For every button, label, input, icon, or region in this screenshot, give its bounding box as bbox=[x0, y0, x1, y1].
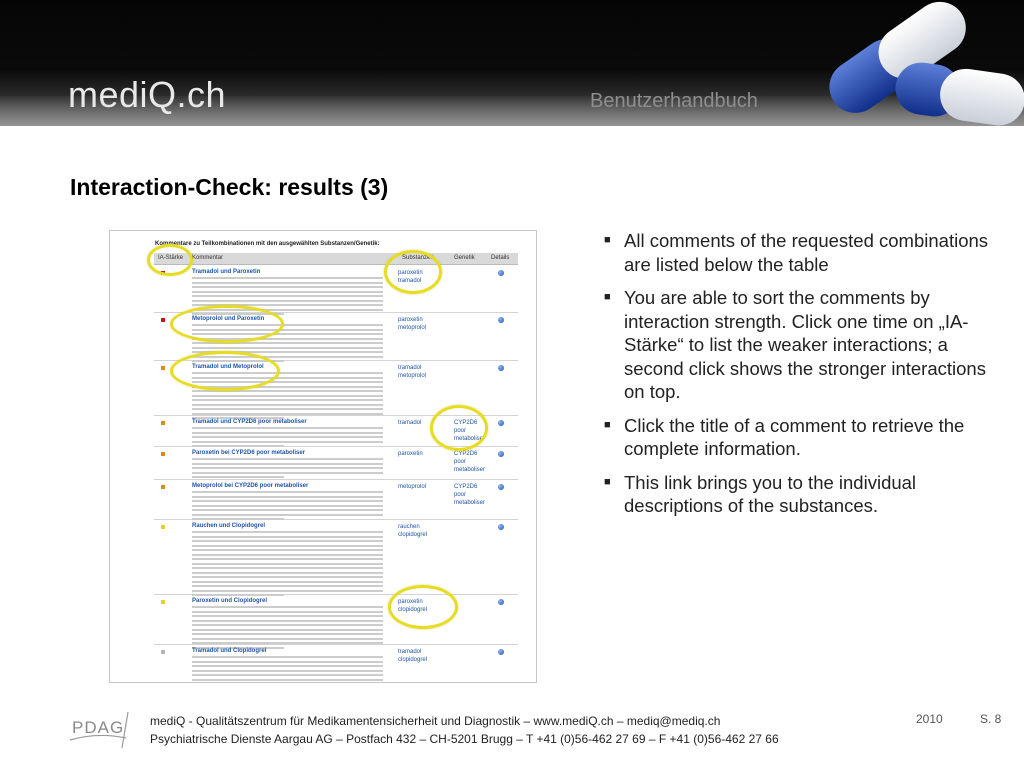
comment-title-link[interactable]: Metoprolol und Paroxetin bbox=[192, 316, 265, 322]
substance-link[interactable]: tramadol bbox=[398, 649, 422, 655]
pdag-logo bbox=[68, 710, 144, 750]
genetics-text: metaboliser bbox=[454, 500, 486, 506]
genetics-text: CYP2D6 bbox=[454, 451, 478, 457]
comment-title-link[interactable]: Tramadol und Paroxetin bbox=[192, 269, 261, 275]
bullet-marker: ■ bbox=[604, 475, 611, 488]
substance-link[interactable]: metoprolol bbox=[398, 373, 427, 379]
comment-text bbox=[192, 491, 397, 523]
result-row bbox=[154, 644, 518, 683]
substance-link[interactable]: metoprolol bbox=[398, 484, 427, 490]
page-number: S. 8 bbox=[980, 712, 1002, 726]
highlight-substances-2 bbox=[388, 585, 458, 629]
substance-link[interactable]: tramadol bbox=[398, 365, 422, 371]
details-icon[interactable] bbox=[498, 649, 504, 655]
genetics-text: metaboliser bbox=[454, 467, 486, 473]
comment-title-link[interactable]: Tramadol und Metoprolol bbox=[192, 364, 264, 370]
substance-link[interactable]: tramadol bbox=[398, 420, 422, 426]
severity-indicator bbox=[161, 525, 165, 529]
comment-text bbox=[192, 531, 397, 599]
comment-title-link[interactable]: Metoprolol bei CYP2D6 poor metaboliser bbox=[192, 483, 309, 489]
results-table-header bbox=[154, 253, 518, 265]
highlight-title-metoprolol bbox=[170, 305, 284, 343]
genetics-text: poor bbox=[454, 459, 467, 465]
substance-link[interactable]: rauchen bbox=[398, 524, 420, 530]
substance-link[interactable]: clopidogrel bbox=[398, 657, 428, 663]
substance-links bbox=[398, 483, 426, 491]
header-banner bbox=[0, 0, 1024, 126]
bullet-item: ■ This link brings you to the individual descriptions of the substances. bbox=[604, 471, 917, 516]
severity-indicator bbox=[161, 485, 165, 489]
details-icon[interactable] bbox=[498, 420, 504, 426]
bullet-item: ■ All comments of the requested combinations are listed below the table bbox=[604, 230, 989, 275]
capsules-icon bbox=[800, 0, 1024, 126]
mediq-logo: mediQ.ch bbox=[68, 74, 227, 115]
severity-indicator bbox=[161, 366, 165, 370]
result-row bbox=[154, 519, 518, 595]
comment-title-link[interactable]: Tramadol und CYP2D6 poor metaboliser bbox=[192, 419, 307, 425]
result-row bbox=[154, 594, 518, 645]
comment-title-link[interactable]: Rauchen und Clopidogrel bbox=[192, 523, 265, 529]
bullet-marker: ■ bbox=[604, 234, 611, 246]
footer-info bbox=[150, 712, 779, 748]
severity-indicator bbox=[161, 650, 165, 654]
severity-indicator bbox=[161, 318, 165, 322]
substance-link[interactable]: metoprolol bbox=[398, 325, 427, 331]
severity-indicator bbox=[161, 421, 165, 425]
details-icon[interactable] bbox=[498, 270, 504, 276]
genetics-text: CYP2D6 bbox=[454, 420, 478, 426]
results-screenshot bbox=[109, 230, 537, 683]
details-icon[interactable] bbox=[498, 365, 504, 371]
genetics-text: CYP2D6 bbox=[454, 484, 478, 490]
footer-year: 2010 bbox=[916, 712, 943, 726]
substance-links bbox=[398, 450, 423, 458]
genetics-link[interactable] bbox=[454, 450, 485, 474]
comment-column-header: Kommentar bbox=[192, 255, 224, 261]
substance-link[interactable]: paroxetin bbox=[398, 317, 423, 323]
substance-link[interactable]: paroxetin bbox=[398, 599, 423, 605]
bullet-list bbox=[603, 229, 1003, 528]
bullet-item: ■ Click the title of a comment to retrieve the complete information. bbox=[604, 414, 965, 459]
details-icon[interactable] bbox=[498, 317, 504, 323]
genetics-link[interactable] bbox=[454, 483, 485, 507]
details-icon[interactable] bbox=[498, 524, 504, 530]
substances-column-header: Substanzen bbox=[402, 255, 434, 261]
substance-links bbox=[398, 648, 427, 664]
substance-link[interactable]: paroxetin bbox=[398, 451, 423, 457]
substance-link[interactable]: tramadol bbox=[398, 278, 422, 284]
highlight-substances-1 bbox=[384, 250, 442, 294]
comment-title-link[interactable]: Tramadol und Clopidogrel bbox=[192, 648, 267, 654]
genetics-text: poor bbox=[454, 428, 467, 434]
genetics-text: metaboliser bbox=[454, 436, 486, 442]
header-subtitle: Benutzerhandbuch bbox=[590, 90, 758, 112]
slide-title: Interaction-Check: results (3) bbox=[70, 174, 389, 200]
comment-text bbox=[192, 458, 397, 481]
substance-links bbox=[398, 523, 427, 539]
details-column-header: Details bbox=[491, 255, 510, 261]
details-icon[interactable] bbox=[498, 451, 504, 457]
severity-indicator bbox=[161, 600, 165, 604]
genetics-column-header: Genetik bbox=[454, 255, 475, 261]
footer-line-1: mediQ - Qualitätszentrum für Medikamentensicherheit und Diagnostik – www.mediQ.ch – mediq@mediq.ch bbox=[150, 714, 721, 728]
comment-text bbox=[192, 656, 397, 683]
highlight-ia-staerke bbox=[147, 244, 193, 276]
footer-line-2: Psychiatrische Dienste Aargau AG – Postfach 432 – CH-5201 Brugg – T +41 (0)56-462 27 69 – F +41 (0)56-462 27 66 bbox=[150, 732, 779, 746]
comment-title-link[interactable]: Paroxetin bei CYP2D6 poor metaboliser bbox=[192, 450, 306, 456]
pdag-logo-text: PDAG bbox=[72, 718, 125, 737]
substance-links bbox=[398, 364, 426, 380]
results-caption: Kommentare zu Teilkombinationen mit den ausgewählten Substanzen/Genetik: bbox=[155, 241, 380, 247]
bullet-marker: ■ bbox=[604, 418, 611, 431]
highlight-genetics bbox=[430, 405, 488, 451]
substance-link[interactable]: clopidogrel bbox=[398, 532, 428, 538]
substance-links bbox=[398, 419, 421, 427]
substance-link[interactable]: clopidogrel bbox=[398, 607, 428, 613]
result-row bbox=[154, 446, 518, 480]
ia-staerke-column-header[interactable]: IA-Stärke bbox=[158, 255, 184, 261]
severity-indicator bbox=[161, 452, 165, 456]
highlight-title-tramadol bbox=[170, 351, 280, 391]
substance-links bbox=[398, 316, 426, 332]
bullet-marker: ■ bbox=[604, 291, 611, 303]
result-row bbox=[154, 479, 518, 520]
details-icon[interactable] bbox=[498, 599, 504, 605]
bullet-item: ■ You are able to sort the comments by interaction strength. Click one time on „IA-Stärke“ to list the weaker interactions; a second click shows the stronger interactions on top. bbox=[604, 287, 986, 402]
comment-title-link[interactable]: Paroxetin und Clopidogrel bbox=[192, 598, 268, 604]
substance-link[interactable]: paroxetin bbox=[398, 270, 423, 276]
genetics-text: poor bbox=[454, 492, 467, 498]
details-icon[interactable] bbox=[498, 484, 504, 490]
